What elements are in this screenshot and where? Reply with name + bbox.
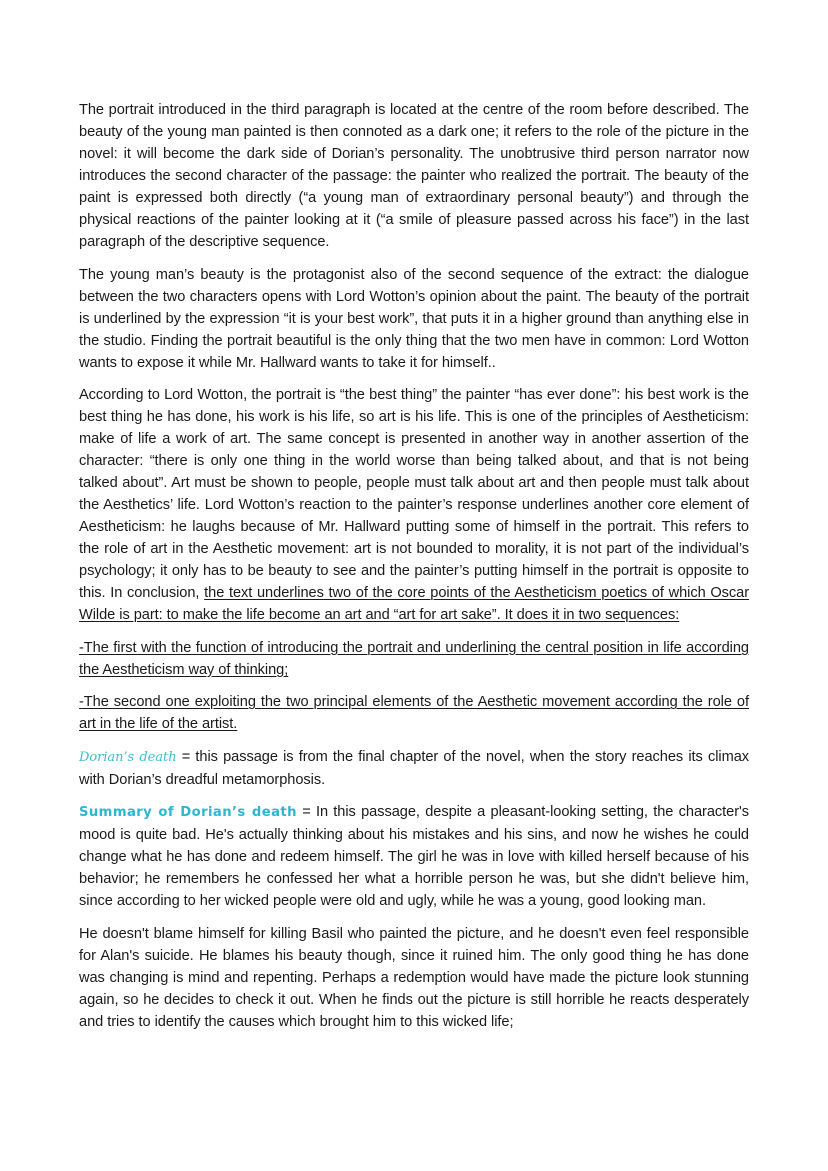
- bullet-first-sequence: -The first with the function of introducing the portrait and underlining the central position in life according the Aestheticism way of thinking;: [79, 639, 749, 678]
- summary-heading: Summary of Dorian’s death: [79, 805, 297, 820]
- paragraph-dorians-death: [79, 746, 749, 791]
- summary-text: = In this passage, despite a pleasant-looking setting, the character's mood is quite bad. He's actually thinking about his mistakes and his sins, and now he wishes he could change what he has done and redeem himself. The girl he was in love with killed herself because of his behavior; he remembers he confessed her what a horrible person he was, but she didn't believe him, since according to her wicked people were old and ugly, while he was a young, good looking man.: [79, 804, 749, 909]
- document-body: [79, 99, 749, 1043]
- paragraph-portrait-description: The portrait introduced in the third paragraph is located at the centre of the room before described. The beauty of the young man painted is then connoted as a dark one; it refers to the role of the picture in the novel: it will become the dark side of Dorian’s personality. The unobtrusive third person narrator now introduces the second character of the passage: the painter who realized the portrait. The beauty of the paint is expressed both directly (“a young man of extraordinary personal beauty”) and through the physical reactions of the painter looking at it (“a smile of pleasure passed across his face”) in the last paragraph of the descriptive sequence.: [79, 102, 749, 250]
- aestheticism-text: According to Lord Wotton, the portrait is “the best thing” the painter “has ever done”: his best work is the best thing he has done, his work is his life, so art is his life. This is one of the principles of Aestheticism: make of life a work of art. The same concept is presented in another way in another assertion of the character: “there is only one thing in the world worse than being talked about, and that is not being talked about”. Art must be shown to people, people must talk about art and then people must talk about the Aesthetics’ life. Lord Wotton’s reaction to the painter’s response underlines another core element of Aestheticism: he laughs because of Mr. Hallward putting some of himself in the portrait. This refers to the role of art in the Aesthetic movement: art is not bounded to morality, it is not part of the individual’s psychology; it only has to be beauty to see and the painter’s putting himself in the portrait is opposite to this. In conclusion,: [79, 387, 749, 601]
- dorians-death-text: = this passage is from the final chapter of the novel, when the story reaches its climax with Dorian’s dreadful metamorphosis.: [79, 748, 750, 788]
- bullet-second-sequence: -The second one exploiting the two principal elements of the Aesthetic movement according the role of art in the life of the artist.: [79, 694, 749, 732]
- paragraph-aestheticism-principles: [79, 384, 749, 626]
- paragraph-summary: [79, 801, 749, 912]
- dorians-death-heading: Dorian’s death: [79, 749, 177, 765]
- aestheticism-conclusion-underlined: the text underlines two of the core points of the Aestheticism poetics of which Oscar Wilde is part: to make the life become an art and “art for art sake”. It does it in two sequences:: [79, 585, 750, 623]
- paragraph-dialogue-sequence: The young man’s beauty is the protagonist also of the second sequence of the extract: the dialogue between the two characters opens with Lord Wotton’s opinion about the paint. The beauty of the portrait is underlined by the expression “it is your best work”, that puts it in a higher ground than anything else in the studio. Finding the portrait beautiful is the only thing that the two men have in common: Lord Wotton wants to expose it while Mr. Hallward wants to take it for himself..: [79, 266, 749, 371]
- paragraph-basil-alan: He doesn't blame himself for killing Basil who painted the picture, and he doesn't even feel responsible for Alan's suicide. He blames his beauty though, since it ruined him. The only good thing he has done was changing is mind and repenting. Perhaps a redemption would have made the picture look stunning again, so he decides to check it out. When he finds out the picture is still horrible he reacts desperately and tries to identify the causes which brought him to this wicked life;: [79, 925, 749, 1030]
